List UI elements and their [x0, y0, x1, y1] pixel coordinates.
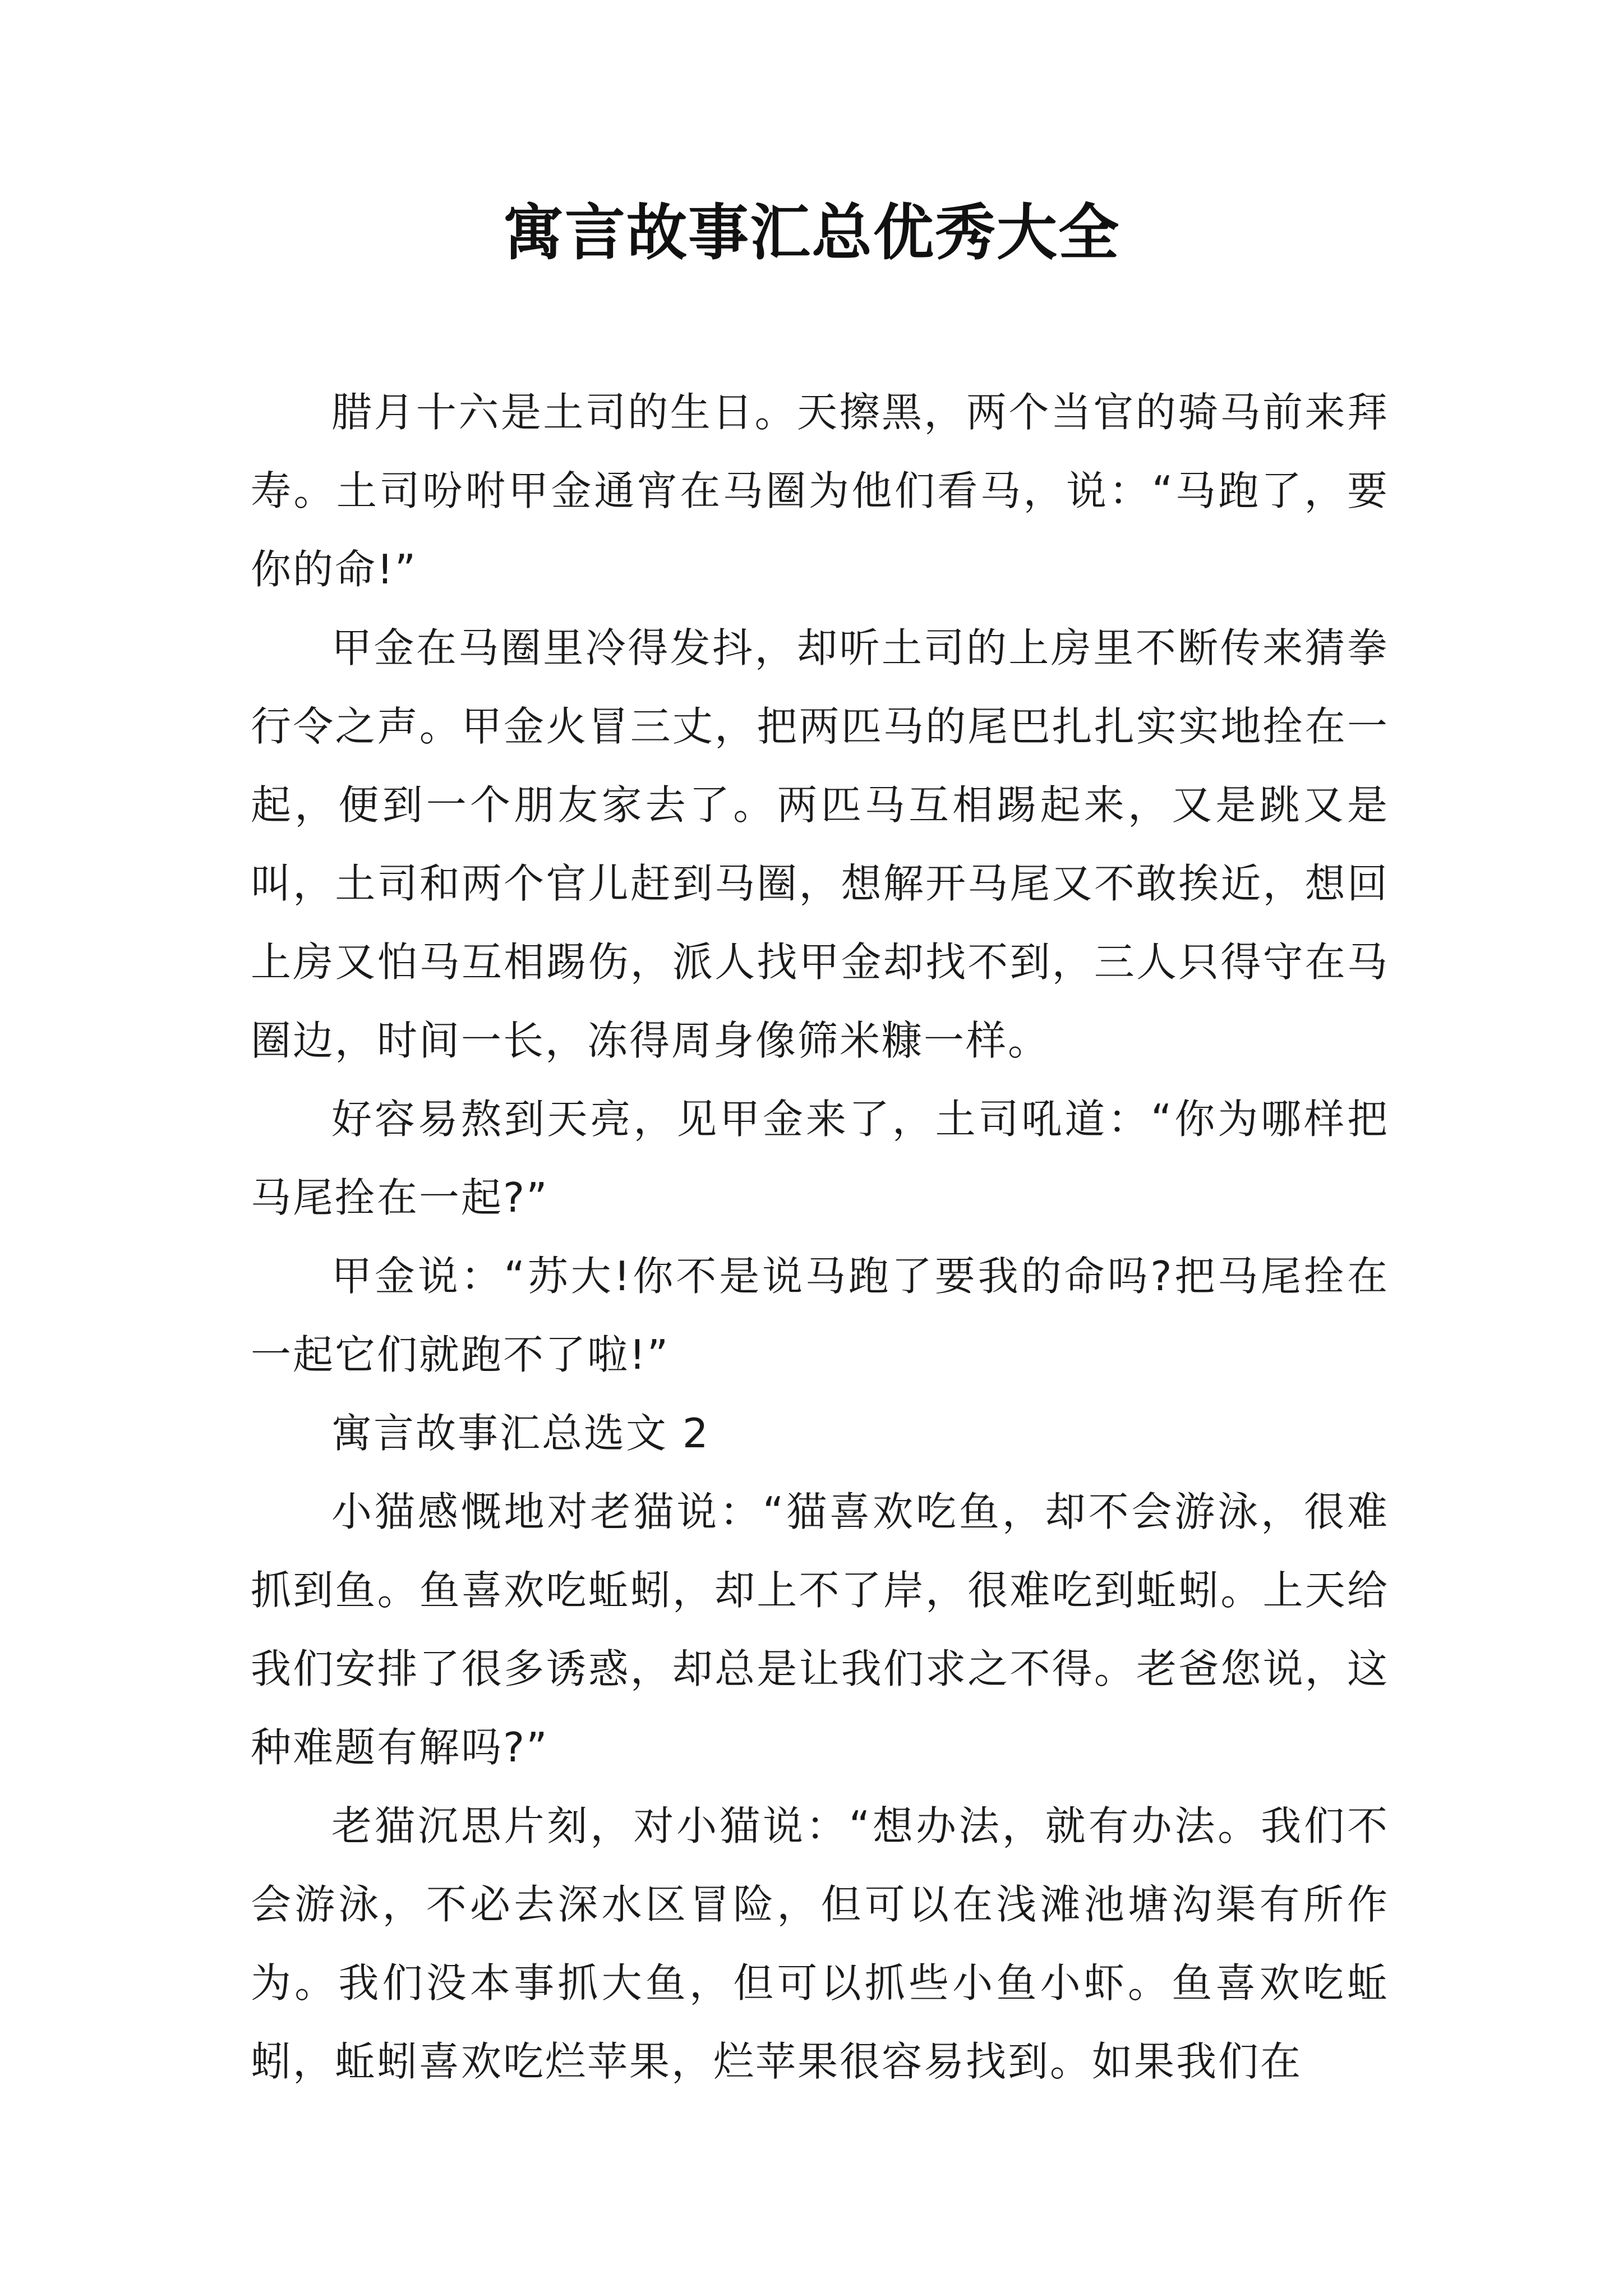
document-title: 寓言故事汇总优秀大全: [502, 197, 1120, 268]
section-heading-2: 寓言故事汇总选文 2: [331, 1410, 710, 1457]
paragraph-5: 小猫感慨地对老猫说：“猫喜欢吃鱼，却不会游泳，很难抓到鱼。鱼喜欢吃蚯蚓，却上不了岸，很难吃到蚯蚓。上天给我们安排了很多诱惑，却总是让我们求之不得。老爸您说，这种难题有解吗?”: [251, 1488, 1389, 1771]
paragraph-1: 腊月十六是土司的生日。天擦黑，两个当官的骑马前来拜寿。土司吩咐甲金通宵在马圈为他们看马，说：“马跑了，要你的命!”: [251, 389, 1389, 593]
paragraph-6: 老猫沉思片刻，对小猫说：“想办法，就有办法。我们不会游泳，不必去深水区冒险，但可以在浅滩池塘沟渠有所作为。我们没本事抓大鱼，但可以抓些小鱼小虾。鱼喜欢吃蚯蚓，蚯蚓喜欢吃烂苹果，烂苹果很容易找到。如果我们在: [251, 1802, 1389, 2085]
document-body: [251, 373, 1389, 2101]
paragraph-4: 甲金说：“苏大!你不是说马跑了要我的命吗?把马尾拴在一起它们就跑不了啦!”: [251, 1253, 1389, 1378]
paragraph-2: 甲金在马圈里冷得发抖，却听土司的上房里不断传来猜拳行令之声。甲金火冒三丈，把两匹马的尾巴扎扎实实地拴在一起，便到一个朋友家去了。两匹马互相踢起来，又是跳又是叫，土司和两个官儿赶到马圈，想解开马尾又不敢挨近，想回上房又怕马互相踢伤，派人找甲金却找不到，三人只得守在马圈边，时间一长，冻得周身像筛米糠一样。: [251, 624, 1389, 1064]
paragraph-3: 好容易熬到天亮，见甲金来了，土司吼道：“你为哪样把马尾拴在一起?”: [251, 1096, 1389, 1221]
